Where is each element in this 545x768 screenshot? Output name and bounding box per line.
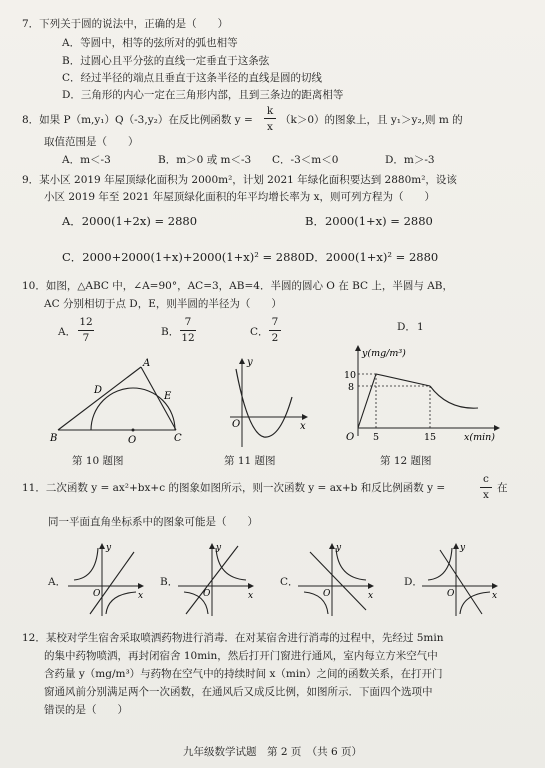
svg-text:x: x xyxy=(368,591,374,601)
fig10-center-dot xyxy=(132,429,135,432)
q11-stem2: 同一平面直角坐标系中的图象可能是（ ） xyxy=(48,516,258,528)
svg-text:y: y xyxy=(216,543,222,553)
q10-option-a-letter: A． xyxy=(58,326,77,338)
q8-frac-num: k xyxy=(266,105,274,117)
q10-option-b-num: 7 xyxy=(184,316,192,328)
figure-11 xyxy=(226,355,311,450)
svg-text:x: x xyxy=(138,591,144,601)
fig12-inverse-curve xyxy=(430,386,478,408)
svg-text:O: O xyxy=(447,589,455,599)
fig12-tick-15: 15 xyxy=(424,432,437,443)
q8-frac-den: x xyxy=(267,121,273,133)
svg-text:x: x xyxy=(248,591,254,601)
q8-stem-part1: 8．如果 P（m,y₁）Q（-3,y₂）在反比例函数 y = xyxy=(22,114,253,126)
fig10-side-ba xyxy=(58,367,141,430)
figure-12 xyxy=(338,340,513,445)
q10-option-a-den: 7 xyxy=(82,332,90,344)
q9-option-a: A．2000(1+2x) = 2880 xyxy=(62,214,198,228)
q11-option-b-graph xyxy=(176,540,256,618)
fig12-x-arrow xyxy=(494,425,500,431)
fig11-label-o: O xyxy=(232,419,241,430)
fig12-tick-10: 10 xyxy=(344,370,357,381)
fig11-label-x: x xyxy=(300,421,306,432)
fig12-origin: O xyxy=(346,432,355,443)
q10-option-c-bar xyxy=(269,330,281,331)
q8-stem-part2: （k＞0）的图象上，且 y₁＞y₂,则 m 的 xyxy=(280,114,463,126)
fig11-label-y: y xyxy=(247,357,253,368)
q11-stem-part1: 11．二次函数 y = ax²+bx+c 的图象如图所示，则一次函数 y = ax+b 和反比例函数 y = xyxy=(22,482,446,494)
q10-option-d-letter: D． xyxy=(397,321,416,333)
q10-option-c-den: 2 xyxy=(271,332,279,344)
fig11-caption: 第 11 题图 xyxy=(224,455,276,467)
figure-10 xyxy=(48,355,188,445)
q11-stem-part2: 在 xyxy=(497,482,508,494)
svg-text:O: O xyxy=(203,589,211,599)
fig10-caption: 第 10 题图 xyxy=(72,455,124,467)
fig10-label-e: E xyxy=(164,391,172,402)
fig10-label-o: O xyxy=(128,435,137,445)
svg-text:y: y xyxy=(106,543,112,553)
q8-frac-bar xyxy=(264,118,276,119)
q9-option-c: C．2000+2000(1+x)+2000(1+x)² = 2880 xyxy=(62,250,306,264)
q7-option-b: B．过圆心且平分弦的直线一定垂直于这条弦 xyxy=(62,55,270,67)
fig12-y-label: y(mg/m³) xyxy=(362,348,406,359)
q10-option-d-text: 1 xyxy=(417,321,424,333)
q10-option-b-bar xyxy=(180,330,196,331)
fig10-label-c: C xyxy=(174,433,182,444)
fig11-x-arrow xyxy=(302,414,308,420)
q11-frac-num: c xyxy=(483,473,489,485)
q10-stem1: 10．如图，△ABC 中，∠A=90°，AC=3，AB=4．半圆的圆心 O 在 BC 上，半圆与 AB， xyxy=(22,280,454,292)
svg-text:y: y xyxy=(460,543,466,553)
q9-option-d: D．2000(1+x)² = 2880 xyxy=(305,250,439,264)
q7-option-d: D．三角形的内心一定在三角形内部，且到三条边的距离相等 xyxy=(62,89,344,101)
fig10-semicircle xyxy=(91,388,175,430)
q9-stem2: 小区 2019 年至 2021 年屋顶绿化面积的年平均增长率为 x，则可列方程为（ ） xyxy=(44,191,436,203)
q9-stem1: 9．某小区 2019 年屋顶绿化面积为 2000m²，计划 2021 年绿化面积要达到 2880m²，设该 xyxy=(22,174,457,186)
q10-option-c-letter: C． xyxy=(250,326,269,338)
svg-text:O: O xyxy=(323,589,331,599)
q7-option-a: A．等圆中，相等的弦所对的弧也相等 xyxy=(62,37,238,49)
svg-text:x: x xyxy=(492,591,498,601)
svg-text:y: y xyxy=(336,543,342,553)
fig11-y-arrow xyxy=(239,358,245,364)
fig12-x-label: x(min) xyxy=(464,432,495,443)
q11-option-c-letter: C． xyxy=(280,576,299,588)
fig12-tick-5: 5 xyxy=(373,432,380,443)
fig12-tick-8: 8 xyxy=(348,382,355,393)
q12-line5: 错误的是（ ） xyxy=(44,704,128,716)
q12-line1: 12．某校对学生宿舍采取喷洒药物进行消毒．在对某宿舍进行消毒的过程中，先经过 5min xyxy=(22,632,444,644)
fig11-parabola xyxy=(236,369,292,437)
fig10-label-a: A xyxy=(143,358,151,369)
q11-frac-den: x xyxy=(483,489,489,501)
q10-stem2: AC 分别相切于点 D，E，则半圆的半径为（ ） xyxy=(44,298,282,310)
q11-frac-bar xyxy=(480,487,492,488)
q12-line4: 窗通风前分别满足两个一次函数，在通风后又成反比例，如图所示．下面四个选项中 xyxy=(44,686,433,698)
q7-option-c: C．经过半径的端点且垂直于这条半径的直线是圆的切线 xyxy=(62,72,323,84)
q11-option-c-graph xyxy=(296,540,376,618)
q10-option-c-num: 7 xyxy=(271,316,279,328)
q8-option-b: B．m＞0 或 m＜-3 xyxy=(158,154,252,166)
fig12-caption: 第 12 题图 xyxy=(380,455,432,467)
q12-line2: 的集中药物喷洒，再封闭宿舍 10min，然后打开门窗进行通风，室内每立方米空气中 xyxy=(44,650,438,662)
q8-option-d: D．m＞-3 xyxy=(385,154,435,166)
page-footer: 九年级数学试题 第 2 页 （共 6 页） xyxy=(183,746,362,758)
fig12-linear-segments xyxy=(358,374,430,428)
q12-line3: 含药量 y（mg/m³）与药物在空气中的持续时间 x（min）之间的函数关系，在打开门 xyxy=(44,668,443,680)
q8-option-c: C．-3＜m＜0 xyxy=(272,154,339,166)
q7-stem: 7．下列关于圆的说法中，正确的是（ ） xyxy=(22,18,229,30)
svg-text:O: O xyxy=(93,589,101,599)
q11-option-d-letter: D． xyxy=(404,576,423,588)
fig10-label-b: B xyxy=(50,433,58,444)
q10-option-a-bar xyxy=(78,330,94,331)
q8-stem2: 取值范围是（ ） xyxy=(44,136,139,148)
q11-option-d-graph xyxy=(420,540,500,618)
fig12-y-arrow xyxy=(355,345,361,351)
q8-option-a: A．m＜-3 xyxy=(62,154,111,166)
q11-option-b-letter: B． xyxy=(160,576,179,588)
q11-option-a-letter: A． xyxy=(48,576,67,588)
fig10-label-d: D xyxy=(94,385,103,396)
q10-option-b-den: 12 xyxy=(181,332,195,344)
q10-option-b-letter: B． xyxy=(161,326,180,338)
q10-option-a-num: 12 xyxy=(79,316,93,328)
q11-option-a-graph xyxy=(66,540,146,618)
q9-option-b: B．2000(1+x) = 2880 xyxy=(305,214,433,228)
